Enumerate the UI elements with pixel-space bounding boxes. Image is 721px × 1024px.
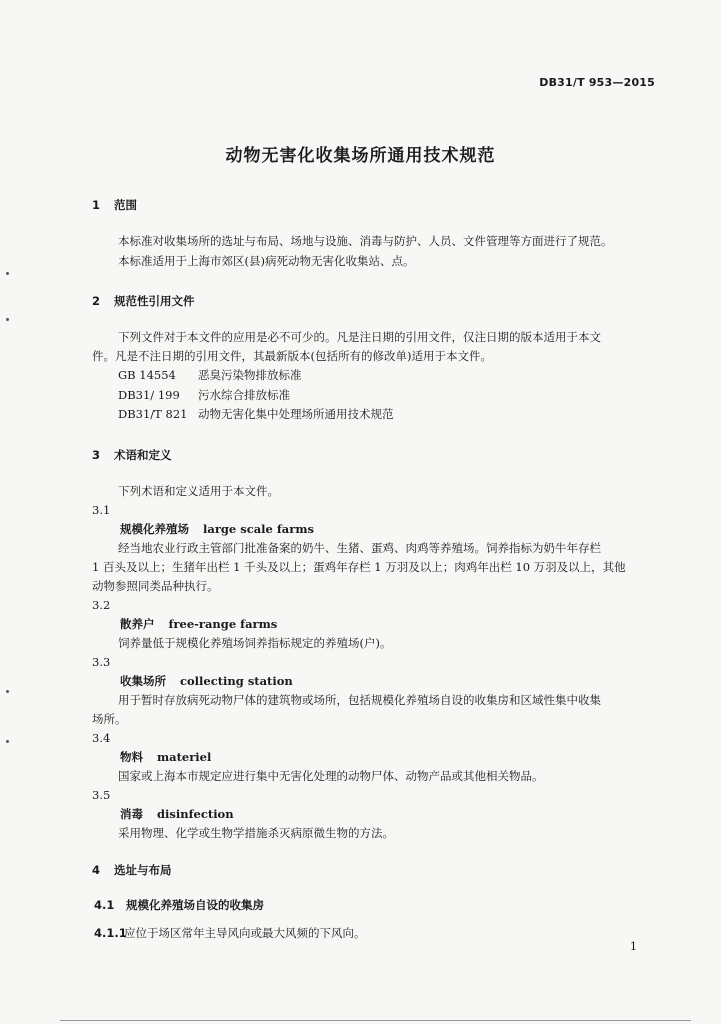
reference-title: 污水综合排放标准 xyxy=(198,388,290,402)
term-definition-line: 场所。 xyxy=(92,712,127,726)
term-number: 3.3 xyxy=(92,655,111,669)
term-zh: 消毒 xyxy=(120,807,143,821)
section-4-heading xyxy=(92,862,172,878)
section-3-intro: 下列术语和定义适用于本文件。 xyxy=(118,484,279,498)
term-number: 3.5 xyxy=(92,788,111,802)
term-heading xyxy=(120,616,277,632)
standard-code: DB31/T 953—2015 xyxy=(539,76,655,89)
term-en: collecting station xyxy=(180,674,293,688)
section-number: 3 xyxy=(92,448,101,462)
section-3-heading xyxy=(92,447,172,463)
term-zh: 规模化养殖场 xyxy=(120,522,189,536)
section-1-heading xyxy=(92,197,137,213)
term-definition-line: 1 百头及以上；生猪年出栏 1 千头及以上；蛋鸡年存栏 1 万羽及以上；肉鸡年出栏 10 万羽及以上，其他 xyxy=(92,560,626,574)
subsection-title: 规模化养殖场自设的收集房 xyxy=(126,898,264,912)
term-zh: 物料 xyxy=(120,750,143,764)
term-zh: 散养户 xyxy=(120,617,155,631)
reference-code: DB31/ 199 xyxy=(118,388,180,402)
term-definition-line: 经当地农业行政主管部门批准备案的奶牛、生猪、蛋鸡、肉鸡等养殖场。饲养指标为奶牛年存栏 xyxy=(118,541,601,555)
term-en: disinfection xyxy=(157,807,234,821)
term-zh: 收集场所 xyxy=(120,674,166,688)
scan-mark xyxy=(6,690,9,693)
clause-text: 应位于场区常年主导风向或最大风频的下风向。 xyxy=(124,926,366,940)
term-definition-line: 饲养量低于规模化养殖场饲养指标规定的养殖场(户)。 xyxy=(118,636,392,650)
bottom-edge-line xyxy=(60,1020,691,1021)
reference-code: DB31/T 821 xyxy=(118,407,188,421)
section-2-paragraph-line-1: 下列文件对于本文件的应用是必不可少的。凡是注日期的引用文件，仅注日期的版本适用于本文 xyxy=(118,330,601,344)
term-heading xyxy=(120,673,293,689)
document-title: 动物无害化收集场所通用技术规范 xyxy=(225,146,496,166)
section-number: 1 xyxy=(92,198,101,212)
term-number: 3.4 xyxy=(92,731,111,745)
term-heading xyxy=(120,749,211,765)
term-en: free-range farms xyxy=(168,617,278,631)
term-definition-line: 动物参照同类品种执行。 xyxy=(92,579,219,593)
scan-mark xyxy=(6,740,9,743)
section-2-paragraph-line-2: 件。凡是不注日期的引用文件，其最新版本(包括所有的修改单)适用于本文件。 xyxy=(92,349,492,363)
reference-item xyxy=(118,367,302,384)
scan-mark xyxy=(6,272,9,275)
section-title: 选址与布局 xyxy=(114,863,172,877)
clause-4-1-1 xyxy=(94,925,366,942)
subsection-4-1-heading xyxy=(94,897,264,913)
section-title: 术语和定义 xyxy=(114,448,172,462)
section-title: 范围 xyxy=(114,198,137,212)
term-heading xyxy=(120,806,234,822)
term-number: 3.1 xyxy=(92,503,111,517)
reference-title: 动物无害化集中处理场所通用技术规范 xyxy=(198,407,394,421)
term-definition-line: 国家或上海本市规定应进行集中无害化处理的动物尸体、动物产品或其他相关物品。 xyxy=(118,769,544,783)
term-en: materiel xyxy=(157,750,212,764)
section-title: 规范性引用文件 xyxy=(114,294,195,308)
reference-item xyxy=(118,387,290,404)
term-definition-line: 用于暂时存放病死动物尸体的建筑物或场所，包括规模化养殖场自设的收集房和区域性集中收集 xyxy=(118,693,601,707)
section-number: 4 xyxy=(92,863,101,877)
page-number: 1 xyxy=(630,940,637,953)
term-definition-line: 采用物理、化学或生物学措施杀灭病原微生物的方法。 xyxy=(118,826,394,840)
clause-number: 4.1.1 xyxy=(94,926,127,940)
reference-item xyxy=(118,406,394,423)
subsection-number: 4.1 xyxy=(94,898,115,912)
term-en: large scale farms xyxy=(203,522,314,536)
term-heading xyxy=(120,521,314,537)
section-2-heading xyxy=(92,293,195,309)
section-1-paragraph-1: 本标准对收集场所的选址与布局、场地与设施、消毒与防护、人员、文件管理等方面进行了规范。 xyxy=(118,234,613,248)
section-number: 2 xyxy=(92,294,101,308)
reference-code: GB 14554 xyxy=(118,368,176,382)
term-number: 3.2 xyxy=(92,598,111,612)
section-1-paragraph-2: 本标准适用于上海市郊区(县)病死动物无害化收集站、点。 xyxy=(118,254,415,268)
scan-mark xyxy=(6,318,9,321)
reference-title: 恶臭污染物排放标准 xyxy=(198,368,302,382)
